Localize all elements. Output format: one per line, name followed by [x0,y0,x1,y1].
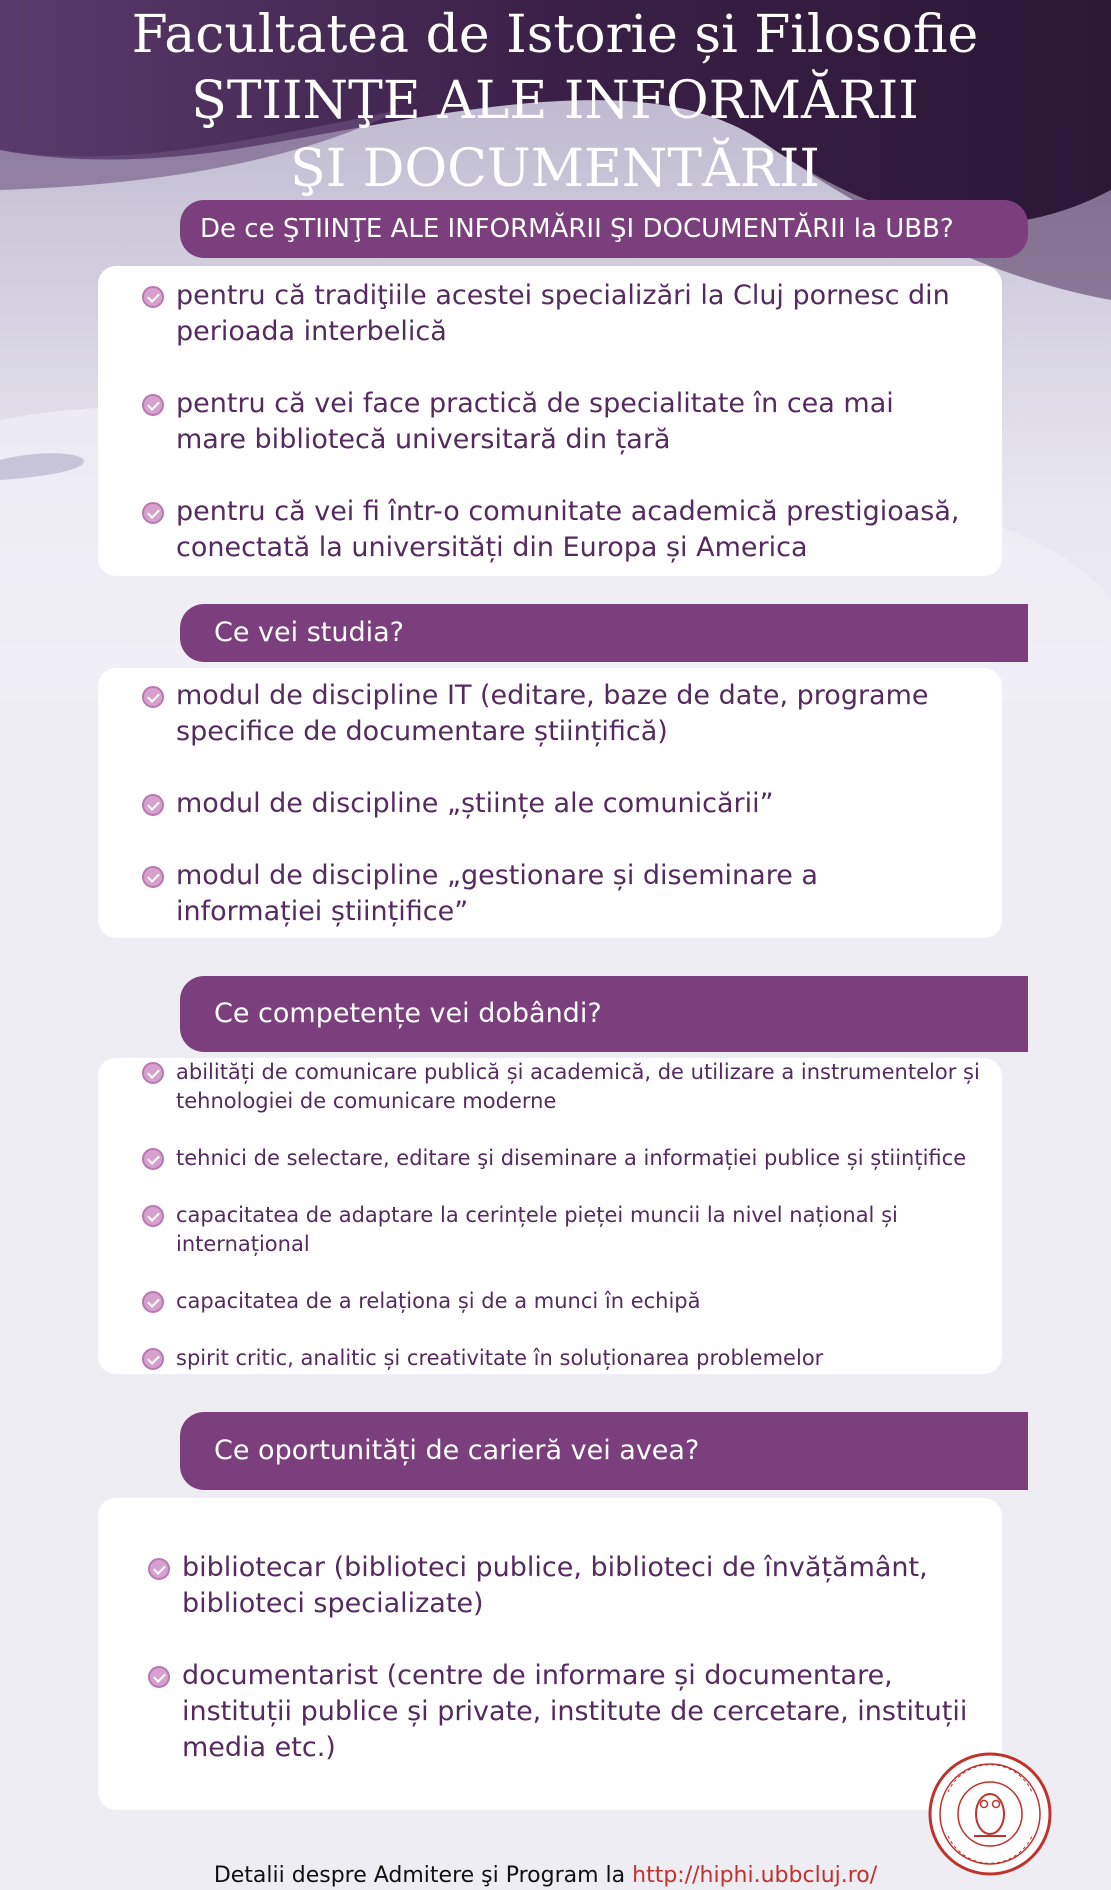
list-item: spirit critic, analitic și creativitate în soluționarea problemelor [142,1344,982,1373]
list-item: modul de discipline IT (editare, baze de date, programe specifice de documentare științifică) [142,678,972,750]
section-heading-skills: Ce competențe vei dobândi? [180,976,1028,1052]
card-why [98,266,1002,576]
card-career [98,1498,1002,1810]
list-item: documentarist (centre de informare și documentare, instituții publice și private, institute de cercetare, instituții media etc.) [148,1658,972,1766]
check-circle-icon [142,794,164,816]
check-circle-icon [142,1062,164,1084]
check-circle-icon [142,1348,164,1370]
list-item: capacitatea de a relaționa și de a munci în echipă [142,1287,982,1316]
title-faculty: Facultatea de Istorie și Filosofie [131,5,979,65]
footer [0,1862,1111,1890]
footer-text: Detalii despre Admitere şi Program la [213,1863,633,1888]
list-item: modul de discipline „științe ale comunicării” [142,786,972,822]
title-program-line1: ŞTIINŢE ALE INFORMĂRII [191,71,919,131]
section-heading-why: De ce ŞTIINŢE ALE INFORMĂRII ŞI DOCUMENTĂRII la UBB? [180,200,1028,258]
list-item: bibliotecar (biblioteci publice, biblioteci de învățământ, biblioteci specializate) [148,1550,972,1622]
check-circle-icon [142,1205,164,1227]
title-program-line2: ŞI DOCUMENTĂRII [290,139,820,199]
footer-link[interactable]: http://hiphi.ubbcluj.ro/ [632,1863,878,1888]
check-circle-icon [148,1558,170,1580]
check-circle-icon [142,1291,164,1313]
check-circle-icon [142,286,164,308]
list-item: pentru că vei face practică de specialitate în cea mai mare bibliotecă universitară din țară [142,386,972,458]
list-item: capacitatea de adaptare la cerințele pieței muncii la nivel național și internațional [142,1201,982,1259]
university-seal [928,1752,1052,1876]
card-skills [98,1058,1002,1374]
check-circle-icon [142,1148,164,1170]
check-circle-icon [142,866,164,888]
section-heading-career: Ce oportunități de carieră vei avea? [180,1412,1028,1490]
check-circle-icon [142,502,164,524]
list-item: pentru că vei fi într-o comunitate academică prestigioasă, conectată la universități din Europa și America [142,494,972,566]
check-circle-icon [142,394,164,416]
check-circle-icon [148,1666,170,1688]
check-circle-icon [142,686,164,708]
list-item: abilități de comunicare publică și academică, de utilizare a instrumentelor și tehnologiei de comunicare moderne [142,1058,982,1116]
list-item: tehnici de selectare, editare şi diseminare a informației publice și științifice [142,1144,982,1173]
list-item: pentru că tradiţiile acestei specializări la Cluj pornesc din perioada interbelică [142,278,972,350]
section-heading-study: Ce vei studia? [180,604,1028,662]
card-study [98,668,1002,938]
list-item: modul de discipline „gestionare și diseminare a informației științifice” [142,858,972,930]
